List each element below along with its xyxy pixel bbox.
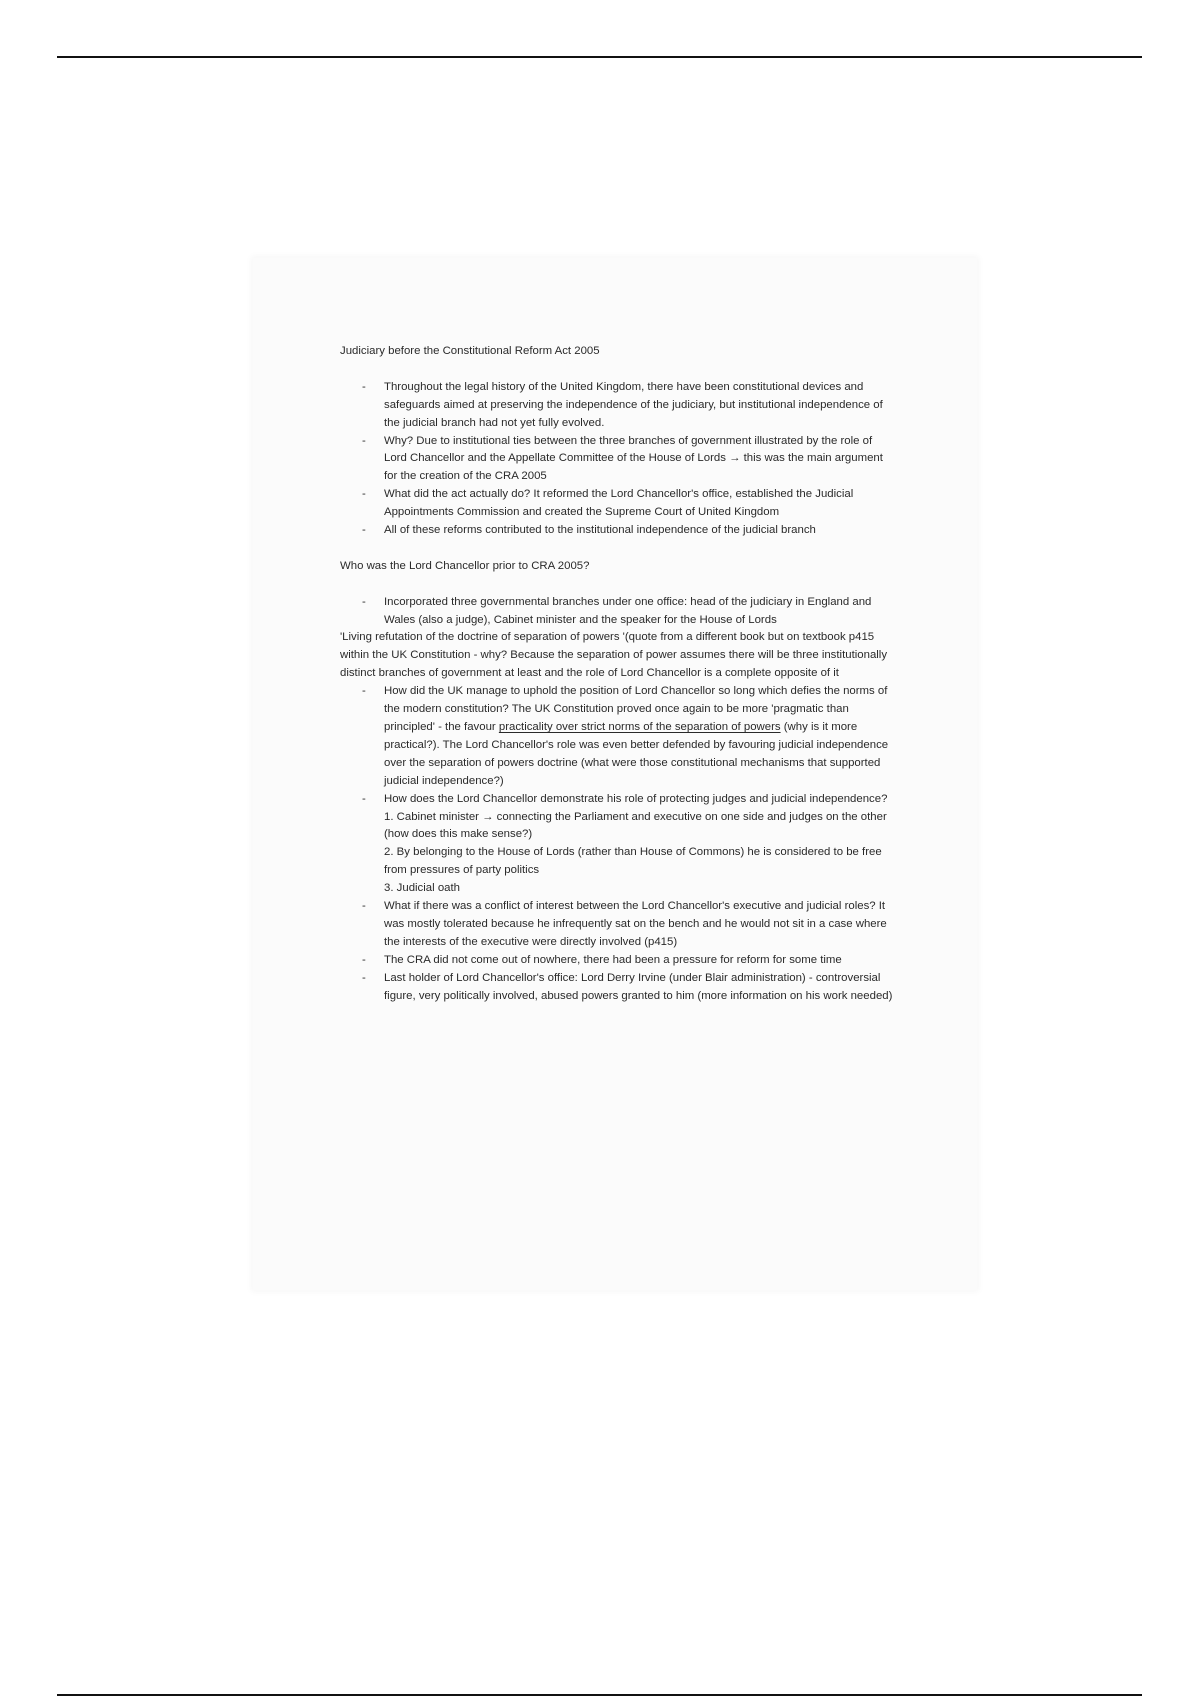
list-item: - All of these reforms contributed to the institutional independence of the judicial branch: [384, 522, 895, 540]
list-item: - The CRA did not come out of nowhere, there had been a pressure for reform for some time: [384, 952, 895, 970]
bottom-rule: [57, 1694, 1142, 1696]
list-item: - Throughout the legal history of the United Kingdom, there have been constitutional devices and safeguards aimed at preserving the independence of the judiciary, but institutional independence of the judicial branch had not yet fully evolved.: [384, 379, 895, 433]
list-item: [384, 683, 895, 790]
list-item: - What if there was a conflict of interest between the Lord Chancellor's executive and judicial roles? It was mostly tolerated because he infrequently sat on the bench and he would not sit in a case where the interests of the executive were directly involved (p415): [384, 898, 895, 952]
underlined-text: practicality over strict norms of the separation of powers: [498, 720, 781, 733]
bullet-list: [340, 683, 895, 1005]
section-heading: Judiciary before the Constitutional Reform Act 2005: [340, 345, 600, 357]
document-body: [340, 343, 895, 1005]
numbered-point: 1. Cabinet minister → connecting the Parliament and executive on one side and judges on the other (how does this make sense?): [384, 810, 887, 841]
item-text: (why is it more practical?). The Lord Chancellor's role was even better defended by favouring judicial independence over the separation of powers doctrine (what were those constitutional mechanisms that supported judicial independence?): [384, 720, 889, 787]
bullet-list: [340, 379, 895, 540]
bullet-list: [340, 594, 895, 630]
quote-paragraph: 'Living refutation of the doctrine of separation of powers '(quote from a different book but on textbook p415 within the UK Constitution - why? Because the separation of power assumes there will be three institutionally distinct branches of government at least and the role of Lord Chancellor is a complete opposite of it: [340, 631, 888, 680]
list-item: - What did the act actually do? It reformed the Lord Chancellor's office, established the Judicial Appointments Commission and created the Supreme Court of United Kingdom: [384, 486, 895, 522]
list-item: - Incorporated three governmental branches under one office: head of the judiciary in England and Wales (also a judge), Cabinet minister and the speaker for the House of Lords: [384, 594, 895, 630]
section-heading: Who was the Lord Chancellor prior to CRA 2005?: [340, 559, 590, 572]
item-text: How did the UK manage to uphold the position of Lord Chancellor so long which defies the norms of the modern constitution? The UK Constitution proved once again to be more 'pragmatic than principled' - the favour: [384, 685, 888, 733]
list-item: - Why? Due to institutional ties between the three branches of government illustrated by the role of Lord Chancellor and the Appellate Committee of the House of Lords → this was the main argument for the creation of the CRA 2005: [384, 433, 895, 487]
top-rule: [57, 56, 1142, 58]
list-item: [384, 791, 895, 898]
item-text: - How does the Lord Chancellor demonstrate his role of protecting judges and judicial independence?: [384, 792, 888, 805]
list-item: - Last holder of Lord Chancellor's office: Lord Derry Irvine (under Blair administration) - controversial figure, very politically involved, abused powers granted to him (more information on his work needed): [384, 970, 895, 1006]
numbered-point: 3. Judicial oath: [384, 882, 460, 895]
numbered-point: 2. By belonging to the House of Lords (rather than House of Commons) he is considered to be free from pressures of party politics: [384, 846, 882, 877]
